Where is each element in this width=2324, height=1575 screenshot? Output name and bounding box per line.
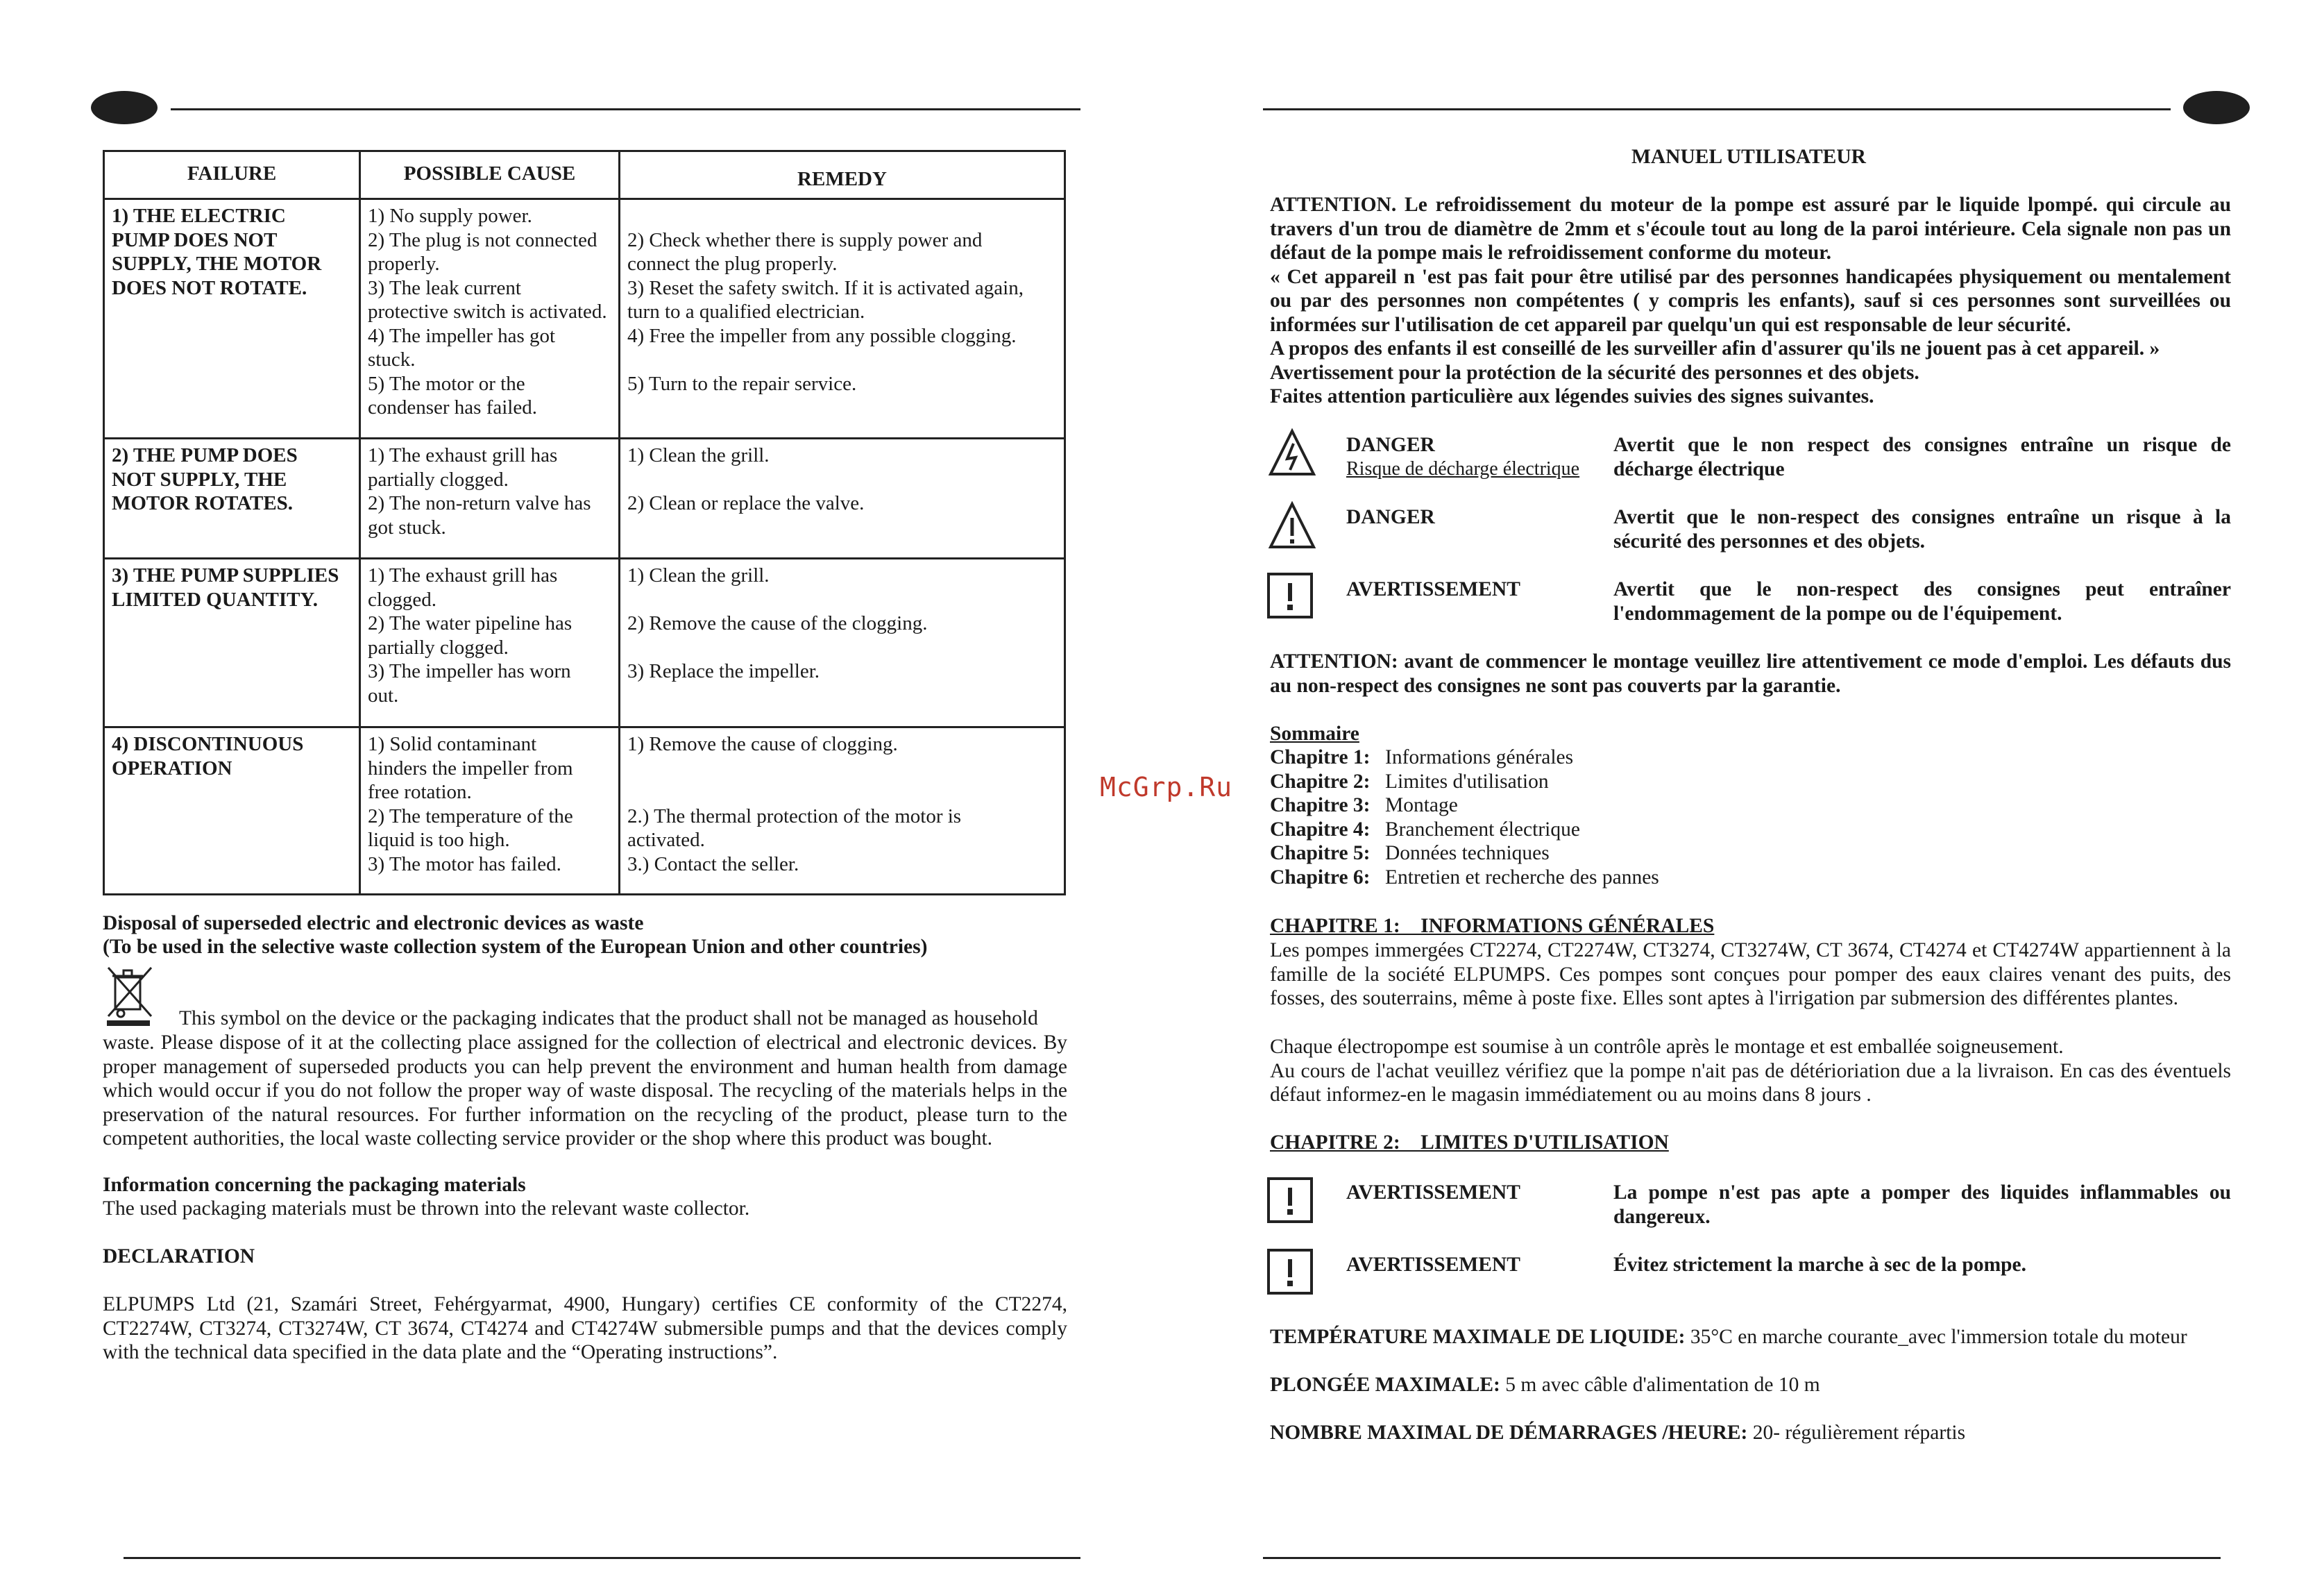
chapter-2-title: CHAPITRE 2: LIMITES D'UTILISATION bbox=[1270, 1131, 1669, 1154]
cause-cell: 1) Solid contaminant hinders the impeller from free rotation. 2) The temperature of the liquid is too high. 3) The motor has failed. bbox=[361, 728, 620, 893]
disposal-subtitle: (To be used in the selective waste collection system of the European Union and other countries) bbox=[103, 936, 928, 958]
danger-label-1: DANGER bbox=[1346, 434, 1435, 456]
ch2-warning-label-2: AVERTISSEMENT bbox=[1346, 1254, 1520, 1276]
remedy-cell: 1) Clean the grill. 2) Remove the cause of the clogging. 3) Replace the impeller. bbox=[627, 564, 928, 682]
disposal-title: Disposal of superseded electric and electronic devices as waste bbox=[103, 912, 644, 934]
danger-sublabel-1: Risque de décharge électrique bbox=[1346, 458, 1580, 480]
spec-max-depth: PLONGÉE MAXIMALE: 5 m avec câble d'alimentation de 10 m bbox=[1270, 1374, 1820, 1396]
watermark: McGrp.Ru bbox=[1100, 772, 1233, 802]
avertissement-label: AVERTISSEMENT bbox=[1346, 578, 1520, 600]
ch2-warning-label-1: AVERTISSEMENT bbox=[1346, 1181, 1520, 1204]
avertissement-text: Avertit que le non-respect des consignes peut entraîner l'endommagement de la pompe ou de l'équipement. bbox=[1613, 578, 2231, 625]
table-header bbox=[105, 152, 1064, 198]
warning-triangle-icon bbox=[1268, 501, 1316, 550]
header-failure: FAILURE bbox=[105, 152, 361, 198]
table-row bbox=[105, 198, 1064, 437]
remedy-cell: 1) Clean the grill. 2) Clean or replace the valve. bbox=[627, 444, 865, 514]
left-footer-rule bbox=[124, 1557, 1080, 1559]
cause-cell: 1) The exhaust grill has clogged. 2) The water pipeline has partially clogged. 3) The impeller has worn out. bbox=[361, 559, 620, 726]
packaging-body: The used packaging materials must be thrown into the relevant waste collector. bbox=[103, 1197, 750, 1220]
warning-square-icon bbox=[1266, 1248, 1314, 1295]
ch2-warning-text-2: Évitez strictement la marche à sec de la pompe. bbox=[1613, 1254, 2027, 1276]
failure-cell: 2) THE PUMP DOES NOT SUPPLY, THE MOTOR ROTATES. bbox=[105, 439, 361, 557]
attention-montage: ATTENTION: avant de commencer le montage veuillez lire attentivement ce mode d'emploi. Les défauts dus au non-respect des consignes ne sont pas couverts par la garantie. bbox=[1270, 650, 2231, 697]
manual-title: MANUEL UTILISATEUR bbox=[1631, 146, 1866, 168]
cause-cell: 1) No supply power. 2) The plug is not connected properly. 3) The leak current protective switch is activated. 4) The impeller has got stuck. 5) The motor or the condenser has failed. bbox=[361, 200, 620, 437]
list-item: Chapitre 1: Informations générales bbox=[1270, 746, 1574, 768]
packaging-title: Information concerning the packaging materials bbox=[103, 1174, 526, 1196]
troubleshooting-table bbox=[103, 150, 1066, 895]
disposal-body: waste. Please dispose of it at the collecting place assigned for the collection of electrical and electronic devices. By proper management of superseded products you can help prevent the environment and human health from damage which would occur if you do not follow the proper way of waste disposal. The recycling of the materials helps in the preservation of the natural resources. For further information on the recycling of the product, please turn to the competent authorities, the local waste collecting service provider or the shop where this product was bought. bbox=[103, 1031, 1067, 1149]
table-row bbox=[105, 726, 1064, 893]
sommaire-title: Sommaire bbox=[1270, 723, 1359, 745]
danger-text-1: Avertit que le non respect des consignes entraîne un risque de décharge électrique bbox=[1613, 434, 2231, 480]
electric-danger-icon bbox=[1268, 428, 1316, 477]
table-row bbox=[105, 437, 1064, 557]
warning-square-icon bbox=[1266, 572, 1314, 619]
danger-label-2: DANGER bbox=[1346, 506, 1435, 528]
wheelie-bin-crossed-icon bbox=[103, 962, 158, 1026]
table-row bbox=[105, 557, 1064, 726]
right-footer-rule bbox=[1263, 1557, 2221, 1559]
declaration-title: DECLARATION bbox=[103, 1245, 255, 1267]
remedy-cell: 1) Remove the cause of clogging. 2.) The thermal protection of the motor is activated. 3.) Contact the seller. bbox=[627, 733, 962, 875]
failure-cell: 1) THE ELECTRIC PUMP DOES NOT SUPPLY, THE MOTOR DOES NOT ROTATE. bbox=[105, 200, 361, 437]
chapter-1-title: CHAPITRE 1: INFORMATIONS GÉNÉRALES bbox=[1270, 915, 1715, 937]
intro-attention: ATTENTION. Le refroidissement du moteur de la pompe est assuré par le liquide lpompé. qui circule au travers d'un trou de diamètre de 2mm et s'écoule tout au long de la paroi intérieure. Cela signale non pas un défaut de la pompe mais le refroidissement conforme du moteur. « Cet appareil n 'est pas fait pour être utilisé par des personnes handicapées physiquement ou mentalement ou par des personnes non compétentes ( y compris les enfants), sauf si ces personnes sont surveillées ou informées sur l'utilisation de cet appareil par quelqu'un qui est responsable de leur sécurité. A propos des enfants il est conseillé de les surveiller afin d'assurer qu'ils ne jouent pas à cet appareil. » Avertissement pour la protéction de la sécurité des personnes et des objets. Faites attention particulière aux légendes suivies des signes suivantes. bbox=[1270, 194, 2231, 407]
declaration-body: ELPUMPS Ltd (21, Szamári Street, Fehérgyarmat, 4900, Hungary) certifies CE conformity of the CT2274, CT2274W, CT3274, CT3274W, CT 3674, CT4274 and CT4274W submersible pumps and that the devices comply with the technical data specified in the data plate and the “Operating instructions”. bbox=[103, 1293, 1067, 1363]
header-remedy: REMEDY bbox=[797, 168, 887, 190]
ch2-warning-text-1: La pompe n'est pas apte a pomper des liquides inflammables ou dangereux. bbox=[1613, 1181, 2231, 1228]
right-page-marker bbox=[2183, 91, 2250, 124]
right-header-rule bbox=[1263, 108, 2171, 110]
left-page-marker bbox=[91, 91, 158, 124]
list-item: Chapitre 2: Limites d'utilisation bbox=[1270, 770, 1549, 793]
remedy-cell: 2) Check whether there is supply power and connect the plug properly. 3) Reset the safety switch. If it is activated again, turn to a qualified electrician. 4) Free the impeller from any possible clogging. 5) Turn to the repair service. bbox=[627, 228, 1024, 395]
failure-cell: 3) THE PUMP SUPPLIES LIMITED QUANTITY. bbox=[105, 559, 361, 726]
list-item: Chapitre 6: Entretien et recherche des pannes bbox=[1270, 866, 1659, 888]
chapter-list bbox=[1270, 746, 1659, 889]
spec-max-starts: NOMBRE MAXIMAL DE DÉMARRAGES /HEURE: 20- régulièrement répartis bbox=[1270, 1422, 1966, 1444]
warning-square-icon bbox=[1266, 1177, 1314, 1224]
list-item: Chapitre 4: Branchement électrique bbox=[1270, 818, 1580, 841]
failure-cell: 4) DISCONTINUOUS OPERATION bbox=[105, 728, 361, 893]
danger-text-2: Avertit que le non-respect des consignes entraîne un risque à la sécurité des personnes et des objets. bbox=[1613, 506, 2231, 553]
left-header-rule bbox=[171, 108, 1080, 110]
chapter-1-paragraph-2: Chaque électropompe est soumise à un contrôle après le montage et est emballée soigneusement. Au cours de l'achat veuillez vérifiez que la pompe n'ait pas de détérioriation due a la livraison. En cas des éventuels défaut informez-en le magasin immédiatement ou au moins dans 8 jours . bbox=[1270, 1036, 2231, 1106]
disposal-first-line: This symbol on the device or the packaging indicates that the product shall not be managed as household bbox=[179, 1007, 1038, 1029]
list-item: Chapitre 3: Montage bbox=[1270, 794, 1458, 816]
header-possible-cause: POSSIBLE CAUSE bbox=[361, 152, 620, 198]
spec-max-temperature: TEMPÉRATURE MAXIMALE DE LIQUIDE: 35°C en marche courante_avec l'immersion totale du moteur bbox=[1270, 1326, 2187, 1348]
list-item: Chapitre 5: Données techniques bbox=[1270, 842, 1550, 864]
chapter-1-paragraph-1: Les pompes immergées CT2274, CT2274W, CT3274, CT3274W, CT 3674, CT4274 et CT4274W appartiennent à la famille de la société ELPUMPS. Ces pompes sont conçues pour pomper des eaux claires venant des puits, des fosses, des souterrains, même à poste fixe. Elles sont aptes à l'irrigation par submersion des différentes plantes. bbox=[1270, 939, 2231, 1009]
cause-cell: 1) The exhaust grill has partially clogged. 2) The non-return valve has got stuck. bbox=[361, 439, 620, 557]
